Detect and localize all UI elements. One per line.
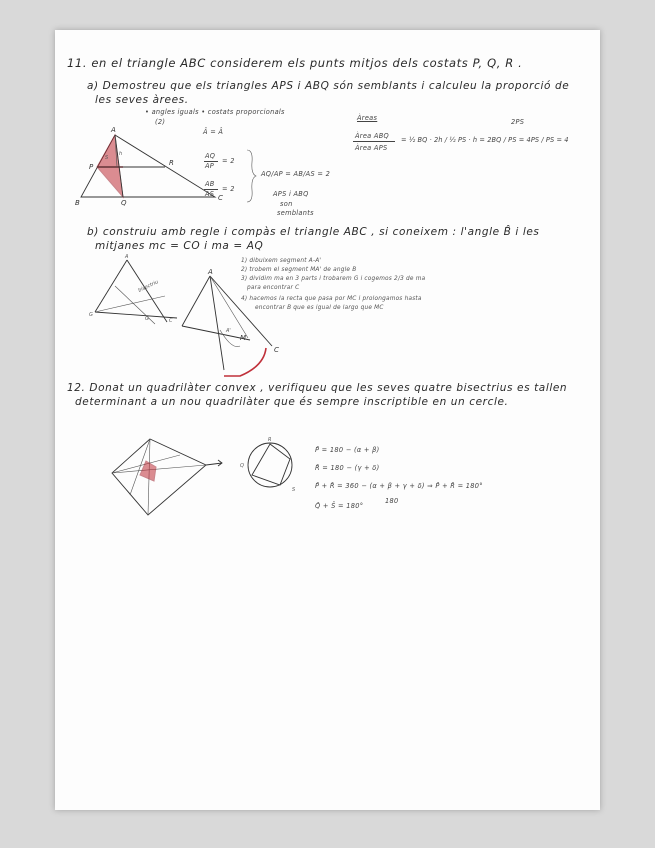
conclusion-1: APS i ABQ (273, 190, 309, 198)
label-a-large: A (208, 268, 213, 276)
label-a: A (111, 126, 116, 134)
area-top: 2PS (511, 118, 525, 126)
ratio1-val: = 2 (222, 157, 235, 165)
label-r: R (169, 159, 174, 167)
label-q: Q (121, 199, 127, 207)
area-num: Àrea ABQ (355, 132, 390, 140)
step-4: 4) hacemos la recta que pasa por MC i prolongamos hasta (241, 296, 422, 302)
ratio2-den: AS (205, 190, 215, 198)
conclusion-2: son (280, 200, 293, 208)
step-3b: para encontrar C (247, 285, 300, 291)
area-calc: = ½ BQ · 2h / ½ PS · h = 2BQ / PS = 4PS / PS = 4 (401, 136, 569, 144)
combined-ratio: AQ/AP = AB/AS = 2 (261, 170, 331, 178)
label-g-small: G (89, 312, 93, 318)
label-s-circle: S (292, 487, 296, 493)
part-b-statement-2: mitjanes mc = CO i ma = AQ (95, 240, 264, 252)
ratio2-num: AB (205, 180, 215, 188)
part-b-statement-1: b) construiu amb regle i compàs el triangle ABC , si coneixem : l'angle B̂ i les (87, 226, 540, 238)
step-3: 3) dividim ma en 3 parts i trobarem G i cogemos 2/3 de ma (241, 276, 426, 282)
figure-inscribed-circle (240, 435, 300, 495)
eq-1: P̂ = 180 − (α + β) (315, 446, 380, 454)
angle-equality: Â = Â (203, 128, 224, 136)
part-a-note: • angles iguals • costats proporcionals (145, 108, 285, 116)
figure-construction-small (85, 256, 185, 326)
eq-4: Q̂ + Ŝ = 180° (315, 502, 364, 510)
part-a-statement-1: a) Demostreu que els triangles APS i ABQ són semblants i calculeu la proporció de (87, 80, 570, 92)
label-c-small: C (169, 318, 173, 324)
problem-12-line-2: determinant a un nou quadrilàter que és sempre inscriptible en un cercle. (75, 396, 509, 408)
step-1: 1) dibuixem segment A-A' (241, 258, 322, 264)
paper-sheet (55, 30, 600, 810)
label-bisectriu: bisectriu (137, 279, 160, 294)
ratio2-val: = 2 (222, 185, 235, 193)
figure-triangle-abc (75, 125, 225, 205)
problem-11-title: 11. en el triangle ABC considerem els punts mitjos dels costats P, Q, R . (67, 56, 523, 70)
label-h: h (119, 151, 123, 157)
eq-2: R̂ = 180 − (γ + δ) (315, 464, 380, 472)
ratio1-num: AQ (205, 152, 216, 160)
label-g2-small: G (145, 316, 149, 322)
ratio1-den: AP (205, 162, 215, 170)
conclusion-3: semblants (277, 209, 314, 217)
label-s: S (105, 155, 109, 161)
figure-quadrilateral (110, 435, 220, 520)
label-c-large: C (274, 346, 279, 354)
label-a-prime: A' (226, 328, 231, 334)
label-c: C (218, 194, 223, 202)
area-den: Àrea APS (355, 144, 388, 152)
label-p-circle: Q (240, 463, 244, 469)
label-p: P (89, 163, 94, 171)
step-2: 2) trobem el segment MA' de angle B (241, 267, 357, 273)
step-4b: encontrar B que es igual de largo que MC (255, 305, 384, 311)
eq-3: P̂ + R̂ = 360 − (α + β + γ + δ) ⇒ P̂ + R̂ = 180° (315, 482, 483, 490)
eq-3-under: 180 (385, 497, 399, 505)
label-q-circle: R (268, 437, 272, 443)
label-a-small: A (125, 254, 129, 260)
label-m-large: M (240, 334, 247, 342)
part-a-note-2: (2) (155, 118, 166, 126)
brace (245, 148, 257, 204)
problem-12-line-1: 12. Donat un quadrilàter convex , verifiqueu que les seves quatre bisectrius es tallen (67, 382, 568, 394)
label-b: B (75, 199, 80, 207)
areas-label: Àreas (357, 114, 378, 122)
area-bar (353, 141, 395, 142)
part-a-statement-2: les seves àrees. (95, 94, 189, 106)
